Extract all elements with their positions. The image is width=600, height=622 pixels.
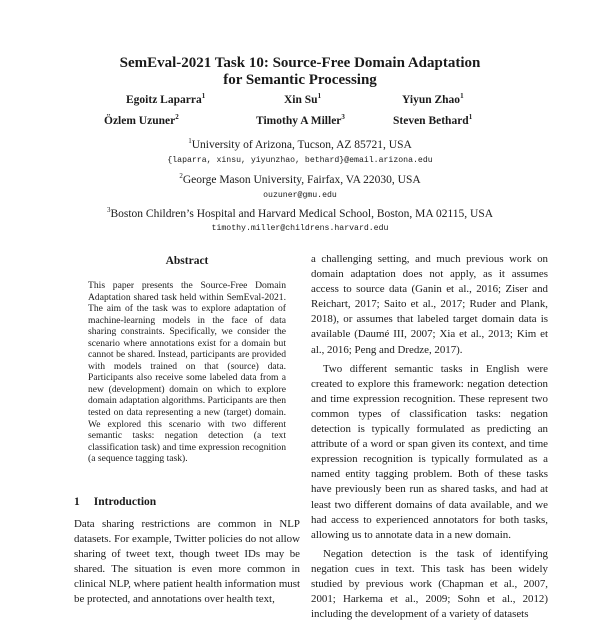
affiliation-3-email: timothy.miller@childrens.harvard.edu [211,224,389,233]
affiliation-2-email: ouzuner@gmu.edu [263,191,337,200]
affiliation-1: $^1$University of Arizona, Tucson, AZ 85721, USA [188,137,412,151]
body-paragraph: Negation detection is the task of identifying negation cues in text. This task has been widely studied by previous work (Chapman et al., 2007, 2001; Harkema et al., 2009; Sohn et al., 2012) including the development of a variety of datasets [311,547,548,621]
title-line-2: for Semantic Processing [223,72,377,88]
intro-paragraph: Data sharing restrictions are common in NLP datasets. For example, Twitter policies do not allow sharing of tweet text, though tweet IDs may be shared. The situation is even more common in clinical NLP, where patient health information must be protected, and annotations over health text, [74,518,300,606]
abstract-text: This paper presents the Source-Free Domain Adaptation shared task held within SemEval-2021. The aim of the task was to explore adaptation of machine-learning models in the face of data sharing constraints. Specifically, we consider the scenario where annotations exist for a domain but cannot be shared. Instead, participants are provided with models trained on that (source) data. Participants also receive some labeled data from a new (development) domain on which to explore domain adaptation algorithms. Participants are then tested on data representing a new (target) domain. We explored this scenario with two different semantic tasks: negation detection (a text classification task) and time expression recognition (a sequence tagging task). [88,280,286,465]
author-name: Timothy A Miller$^3$ [256,113,345,127]
title-line-1: SemEval-2021 Task 10: Source-Free Domain Adaptation [119,55,481,71]
body-paragraph: Two different semantic tasks in English were created to explore this framework: negation detection and time expression recognition. These represent two common types of classification tasks: negation detection is typically formulated as predicting an attribute of a word or span given its context, and time expression recognition is typically formulated as a named entity tagging problem. Both of these tasks have previously been run as shared tasks, and had at least two different domains of data available, and we had access to experienced annotators for both tasks, allowing us to annotate data in a new domain. [311,362,548,541]
section-heading: 1 Introduction [74,496,157,508]
affiliation-2: $^2$George Mason University, Fairfax, VA 22030, USA [179,172,421,186]
abstract-heading: Abstract [165,255,209,267]
author-name: Egoitz Laparra$^1$ [126,92,206,106]
affiliation-1-email: {laparra, xinsu, yiyunzhao, bethard}@email.arizona.edu [167,156,433,165]
author-name: Steven Bethard$^1$ [393,113,473,127]
right-column [311,252,548,622]
author-name: Yiyun Zhao$^1$ [402,92,464,106]
author-name: Özlem Uzuner$^2$ [104,113,179,127]
affiliation-3: $^3$Boston Children’s Hospital and Harvard Medical School, Boston, MA 02115, USA [106,206,494,220]
body-paragraph: a challenging setting, and much previous work on domain adaptation does not apply, as it assumes access to source data (Ganin et al., 2016; Ziser and Reichart, 2017; Saito et al., 2017; Ruder and Plank, 2018), or assumes that labeled target domain data is available (Daumé III, 2007; Xia et al., 2013; Kim et al., 2016; Peng and Dredze, 2017). [311,253,548,356]
paper-title [0,55,600,89]
abstract-section [74,255,300,465]
author-name: Xin Su$^1$ [284,92,322,106]
